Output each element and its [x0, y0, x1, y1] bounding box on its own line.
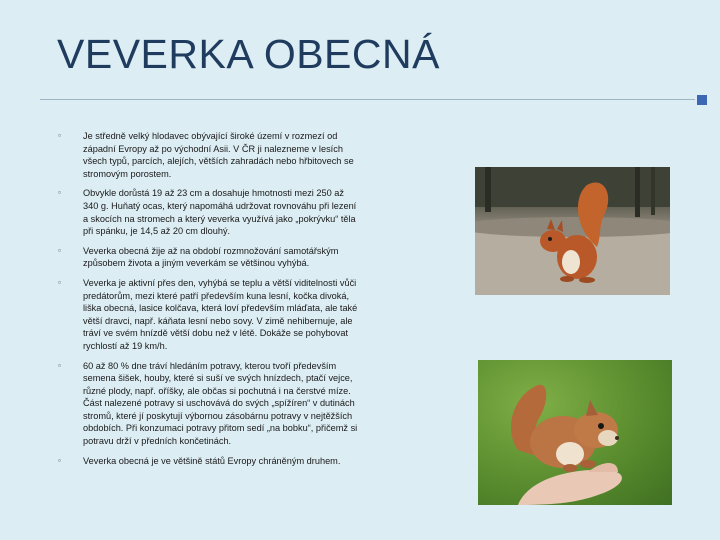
bullet-item	[58, 455, 358, 468]
bullet-marker-icon: ▫	[58, 245, 61, 255]
bullet-text: Je středně velký hlodavec obývající široké území v rozmezí od západní Evropy až po východní Asii. V ČR ji nalezneme v lesích všech typů, parcích, alejích, větších zahradách nebo hřbitovech se stromovým porostem.	[83, 131, 354, 179]
squirrel-on-path-photo	[475, 167, 670, 295]
bullet-item	[58, 360, 358, 448]
bullet-item	[58, 277, 358, 353]
bullet-text: Veverka obecná je ve většině států Evropy chráněným druhem.	[83, 455, 341, 466]
bullet-marker-icon: ▫	[58, 277, 61, 287]
page-title: VEVERKA OBECNÁ	[57, 31, 440, 77]
bullet-text: Obvykle dorůstá 19 až 23 cm a dosahuje hmotnosti mezi 250 až 340 g. Huňatý ocas, který napomáhá udržovat rovnováhu při lezení a skocích na stromech a který veverka využívá jako „pokrývku“ těla při spánku, je 14,5 až 20 cm dlouhý.	[83, 188, 357, 237]
young-squirrel-on-hand-photo	[478, 360, 672, 505]
bullet-item	[58, 245, 358, 270]
bullet-text: Veverka obecná žije až na období rozmnožování samotářským způsobem života a jiným veverkám se většinou vyhýbá.	[83, 245, 339, 269]
title-accent-square	[697, 95, 707, 105]
bullet-marker-icon: ▫	[58, 360, 61, 370]
young-squirrel-illustration-icon	[478, 360, 672, 505]
squirrel-illustration-icon	[475, 167, 670, 295]
bullet-list	[58, 130, 358, 474]
title-divider	[40, 99, 695, 100]
bullet-marker-icon: ▫	[58, 188, 61, 198]
bullet-text: Veverka je aktivní přes den, vyhýbá se teplu a větší viditelnosti vůči predátorům, mezi které patří především kuna lesní, kočka divoká, liška obecná, lasice kolčava, která loví především mláďata, ale také větší dravci, např. káňata lesní nebo sovy. V zimě nehibernuje, ale tráví ve svém hnízdě větší dobu než v létě. Dokáže se pohybovat rychlostí až 19 km/h.	[83, 277, 358, 351]
bullet-text: 60 až 80 % dne tráví hledáním potravy, kterou tvoří především semena šišek, houby, které si suší ve svých hnízdech, ptačí vejce, různé plody, např. oříšky, ale občas si pochutná i na čerstvé míze. Část nalezené potravy si uschovává do svých „spížíren“ v dutinách stromů, které jí poskytují výbornou zásobárnu potravy v nejtěžších obdobích. Při konzumaci potravy přitom sedí „na bobku“, přičemž si potravu drží v předních končetinách.	[83, 360, 358, 447]
bullet-item	[58, 130, 358, 180]
bullet-marker-icon: ▫	[58, 455, 61, 465]
bullet-marker-icon: ▫	[58, 131, 61, 140]
bullet-item	[58, 187, 358, 237]
